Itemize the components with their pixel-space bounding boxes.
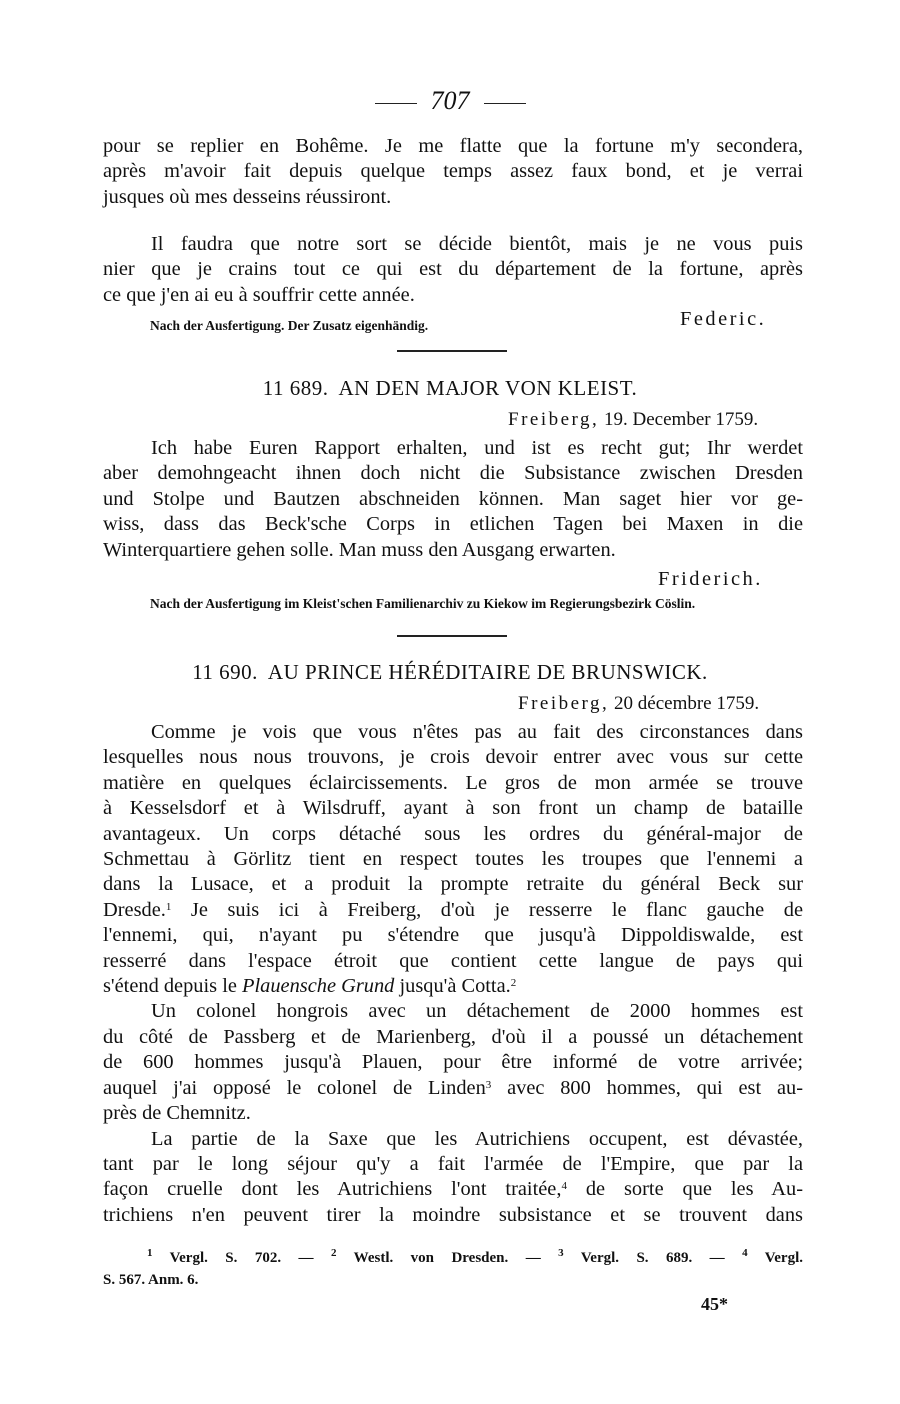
text-line: près de Chemnitz. (103, 1102, 251, 1125)
sheet-signature-mark: 45* (701, 1294, 728, 1314)
intro-paragraph-1 (103, 134, 803, 210)
text-line: La partie de la Saxe que les Autrichiens occupent, est dévastée, (151, 1127, 803, 1150)
footnote-marker: 2 (510, 977, 517, 990)
signature-friderich: Friderich. (658, 568, 763, 590)
text-line: ce que j'en ai eu à souffrir cette année. (103, 283, 415, 306)
section-divider (397, 350, 507, 352)
text-line: aber demohngeacht ihnen doch nicht die Subsistance zwischen Dresden (103, 462, 803, 485)
intro-paragraph-2 (103, 232, 803, 308)
source-note-11689: Nach der Ausfertigung im Kleist'schen Familienarchiv zu Kiekow im Regierungsbezirk Cöslin. (150, 596, 696, 611)
text-line: tant par le long séjour qu'y a fait l'armée de l'Empire, que par la (103, 1152, 803, 1175)
text-line: trichiens n'en peuvent tirer la moindre subsistance et se trouvent dans (103, 1203, 803, 1226)
text-line: à Kesselsdorf et à Wilsdruff, ayant à son front un champ de bataille (103, 797, 803, 820)
letter-heading-11690 (0, 660, 900, 685)
letter-place-date-11689 (508, 409, 758, 431)
text-line: Ich habe Euren Rapport erhalten, und ist es recht gut; Ihr werdet (151, 437, 803, 459)
letter-body-11689 (103, 436, 803, 563)
date: 19. December 1759. (604, 409, 759, 430)
footnote-line: $^1$ Vergl. S. 702. — $^2$ Westl. von Dresden. — $^3$ Vergl. S. 689. — $^4$ Vergl. (147, 1247, 804, 1266)
signature-federic: Federic. (680, 308, 767, 330)
page-number: 707 (430, 86, 470, 115)
text-line: avantageux. Un corps détaché sous les ordres du général-major de (103, 822, 803, 845)
text-line: dans la Lusace, et a produit la prompte retraite du général Beck sur (103, 873, 803, 896)
letter-title: AU PRINCE HÉRÉDITAIRE DE BRUNSWICK. (267, 660, 708, 684)
text-line: auquel j'ai opposé le colonel de Linden$^3$ avec 800 hommes, qui est au- (103, 1076, 803, 1099)
place: Freiberg, (508, 409, 600, 430)
letter-place-date-11690 (518, 693, 759, 715)
text-line: resserré dans l'espace étroit que contient cette langue de pays qui (103, 949, 803, 972)
letter-body-11690 (103, 720, 803, 1228)
letter-heading-11689 (0, 376, 900, 401)
text-line: de 600 hommes jusqu'à Plauen, pour être informé de votre arrivée; (103, 1051, 803, 1074)
footnote-marker: 1 (165, 900, 172, 913)
text-line: Comme je vois que vous n'êtes pas au fait des circonstances dans (151, 721, 803, 743)
text-line: Il faudra que notre sort se décide bientôt, mais je ne vous puis (151, 233, 803, 255)
text-line: pour se replier en Bohême. Je me flatte que la fortune m'y secondera, (103, 135, 803, 157)
dash-left (375, 103, 417, 104)
text-line: façon cruelle dont les Autrichiens l'ont traitée,$^4$ de sorte que les Au- (103, 1178, 803, 1201)
footnote-marker: 4 (561, 1180, 567, 1193)
letter-number: 11 689. (262, 376, 329, 400)
text-line: du côté de Passberg et de Marienberg, d'où il a poussé un détachement (103, 1025, 803, 1048)
place-name-italic: Plauensche Grund (242, 975, 395, 998)
text-line: Winterquartiere gehen solle. Man muss den Ausgang erwarten. (103, 538, 616, 561)
footnote-line: S. 567. Anm. 6. (103, 1272, 199, 1288)
footnote-marker: 3 (485, 1078, 492, 1091)
page-number-line (0, 86, 900, 116)
text-line: wiss, dass das Beck'sche Corps in etlichen Tagen bei Maxen in die (103, 513, 803, 536)
text-line: Schmettau à Görlitz tient en respect toutes les troupes que l'ennemi a (103, 848, 803, 871)
dash-right (484, 103, 526, 104)
letter-title: AN DEN MAJOR VON KLEIST. (338, 376, 638, 400)
source-note-intro: Nach der Ausfertigung. Der Zusatz eigenhändig. (150, 318, 429, 333)
text-line: Dresde.$^1$ Je suis ici à Freiberg, d'où je resserre le flanc gauche de (103, 898, 803, 921)
text-line: nier que je crains tout ce qui est du département de la fortune, après (103, 258, 803, 281)
letter-number: 11 690. (192, 660, 258, 684)
place: Freiberg, (518, 693, 610, 714)
text-line: l'ennemi, qui, n'ayant pu s'étendre que jusqu'à Dippoldiswalde, est (103, 924, 803, 947)
text-line: Un colonel hongrois avec un détachement de 2000 hommes est (151, 1000, 803, 1023)
date: 20 décembre 1759. (614, 693, 760, 714)
text-line: après m'avoir fait depuis quelque temps assez faux bond, et je verrai (103, 160, 803, 183)
text-line: und Stolpe und Bautzen abschneiden können. Man saget hier vor ge- (103, 487, 803, 510)
text-line: jusques où mes desseins réussiront. (103, 185, 392, 208)
footnotes (103, 1247, 803, 1291)
section-divider (397, 635, 507, 637)
text-line: lesquelles nous nous trouvons, je crois devoir entrer avec vous sur cette (103, 746, 803, 769)
text-line: s'étend depuis le Plauensche Grund jusqu'à Cotta.$^2$ (103, 975, 517, 998)
text-line: matière en quelques éclaircissements. Le gros de mon armée se trouve (103, 771, 803, 794)
